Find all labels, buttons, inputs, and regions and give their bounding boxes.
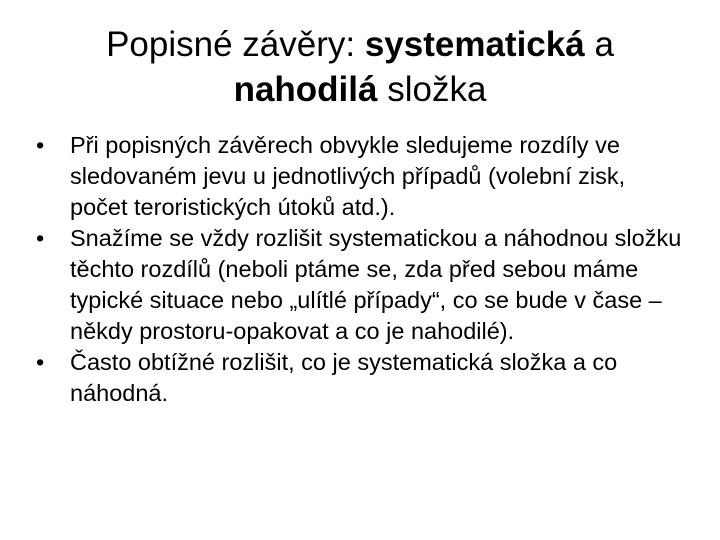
title-emphasis-systematic: systematická (364, 25, 585, 64)
bullet-text: Při popisných závěrech obvykle sledujeme rozdíly ve sledovaném jevu u jednotlivých případů (volební zisk, počet teroristických útoků atd.). (70, 132, 626, 220)
title-text-part: a (584, 25, 614, 64)
bullet-icon: • (36, 132, 45, 158)
bullet-item (36, 130, 686, 223)
slide-title (60, 22, 660, 112)
bullet-list (36, 130, 686, 409)
bullet-item (36, 223, 686, 347)
bullet-text: Snažíme se vždy rozlišit systematickou a náhodnou složku těchto rozdílů (neboli ptáme se, zda před sebou máme typické situace nebo „ulítlé případy“, co se bude v čase –někdy prostoru-opakovat a co je nahodilé). (70, 225, 682, 344)
bullet-icon: • (36, 349, 45, 375)
title-emphasis-random: nahodilá (233, 70, 378, 109)
title-text-part: Popisné závěry: (106, 25, 365, 64)
bullet-item (36, 347, 686, 409)
bullet-text: Často obtížné rozlišit, co je systematická složka a co náhodná. (70, 349, 618, 406)
bullet-icon: • (36, 225, 45, 251)
title-text-part: složka (377, 70, 487, 109)
